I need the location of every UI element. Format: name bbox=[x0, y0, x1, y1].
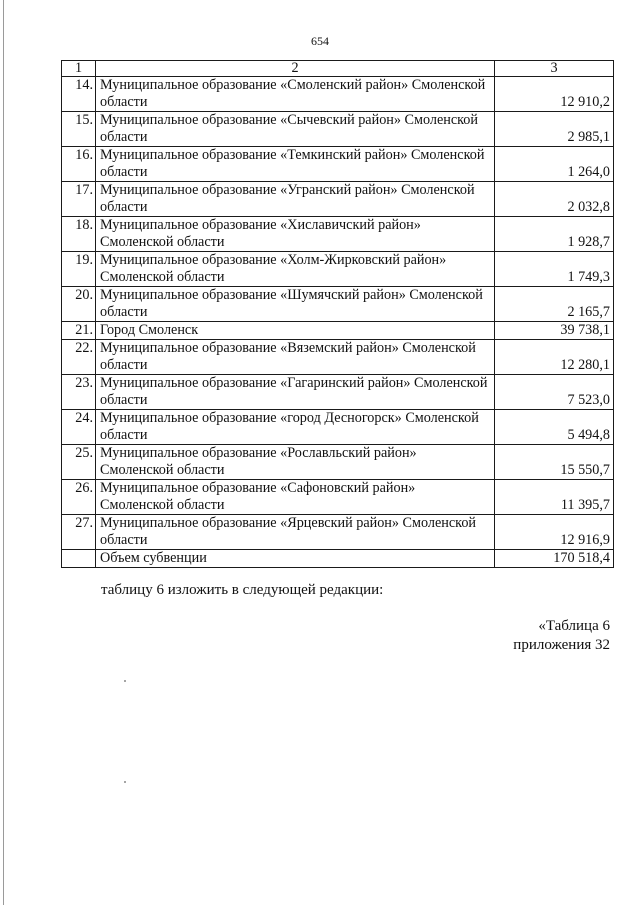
row-number: 23. bbox=[62, 375, 96, 410]
row-value: 7 523,0 bbox=[495, 375, 614, 410]
row-number: 26. bbox=[62, 480, 96, 515]
scan-speck bbox=[124, 781, 126, 783]
table-row bbox=[62, 322, 614, 340]
row-name: Муниципальное образование «Холм-Жирковский район» Смоленской области bbox=[96, 252, 495, 287]
table-row bbox=[62, 340, 614, 375]
header-col-1: 1 bbox=[62, 61, 96, 77]
row-name: Муниципальное образование «Хиславичский район» Смоленской области bbox=[96, 217, 495, 252]
instruction-text: таблицу 6 изложить в следующей редакции: bbox=[101, 582, 384, 598]
row-number: 27. bbox=[62, 515, 96, 550]
row-value: 1 749,3 bbox=[495, 252, 614, 287]
row-name: Муниципальное образование «Гагаринский район» Смоленской области bbox=[96, 375, 495, 410]
row-value: 15 550,7 bbox=[495, 445, 614, 480]
row-name: Муниципальное образование «Сычевский район» Смоленской области bbox=[96, 112, 495, 147]
table-row bbox=[62, 252, 614, 287]
row-value: 1 264,0 bbox=[495, 147, 614, 182]
caption-title: «Таблица 6 bbox=[538, 618, 610, 634]
row-number: 25. bbox=[62, 445, 96, 480]
table-total-row bbox=[62, 550, 614, 568]
caption-subtitle: приложения 32 bbox=[513, 637, 610, 653]
table-row bbox=[62, 217, 614, 252]
row-value: 2 032,8 bbox=[495, 182, 614, 217]
row-name: Муниципальное образование «Рославльский район» Смоленской области bbox=[96, 445, 495, 480]
table-row bbox=[62, 112, 614, 147]
row-name: Муниципальное образование «Ярцевский район» Смоленской области bbox=[96, 515, 495, 550]
table-header-row bbox=[62, 61, 614, 77]
row-name: Муниципальное образование «Смоленский район» Смоленской области bbox=[96, 77, 495, 112]
row-value: 12 910,2 bbox=[495, 77, 614, 112]
row-number: 24. bbox=[62, 410, 96, 445]
row-value: 5 494,8 bbox=[495, 410, 614, 445]
row-value: 2 985,1 bbox=[495, 112, 614, 147]
page-number: 654 bbox=[311, 34, 329, 48]
row-number: 17. bbox=[62, 182, 96, 217]
row-value: 12 280,1 bbox=[495, 340, 614, 375]
row-value: 1 928,7 bbox=[495, 217, 614, 252]
table-caption bbox=[513, 617, 610, 655]
row-name: Муниципальное образование «Сафоновский район» Смоленской области bbox=[96, 480, 495, 515]
table-row bbox=[62, 515, 614, 550]
header-col-3: 3 bbox=[495, 61, 614, 77]
row-value: 2 165,7 bbox=[495, 287, 614, 322]
total-number bbox=[62, 550, 96, 568]
scan-speck bbox=[124, 680, 126, 682]
table-row bbox=[62, 375, 614, 410]
total-value: 170 518,4 bbox=[495, 550, 614, 568]
table-row bbox=[62, 77, 614, 112]
row-number: 18. bbox=[62, 217, 96, 252]
total-label: Объем субвенции bbox=[96, 550, 495, 568]
row-name: Город Смоленск bbox=[96, 322, 495, 340]
scan-edge-line bbox=[3, 0, 4, 905]
row-name: Муниципальное образование «город Десногорск» Смоленской области bbox=[96, 410, 495, 445]
row-name: Муниципальное образование «Угранский район» Смоленской области bbox=[96, 182, 495, 217]
row-name: Муниципальное образование «Шумячский район» Смоленской области bbox=[96, 287, 495, 322]
row-number: 14. bbox=[62, 77, 96, 112]
row-number: 20. bbox=[62, 287, 96, 322]
subvention-table bbox=[61, 60, 614, 568]
row-number: 19. bbox=[62, 252, 96, 287]
row-value: 12 916,9 bbox=[495, 515, 614, 550]
table-row bbox=[62, 182, 614, 217]
row-name: Муниципальное образование «Темкинский район» Смоленской области bbox=[96, 147, 495, 182]
row-name: Муниципальное образование «Вяземский район» Смоленской области bbox=[96, 340, 495, 375]
table-row bbox=[62, 410, 614, 445]
row-number: 15. bbox=[62, 112, 96, 147]
table-row bbox=[62, 287, 614, 322]
row-value: 39 738,1 bbox=[495, 322, 614, 340]
row-value: 11 395,7 bbox=[495, 480, 614, 515]
row-number: 16. bbox=[62, 147, 96, 182]
row-number: 22. bbox=[62, 340, 96, 375]
table-row bbox=[62, 147, 614, 182]
table-row bbox=[62, 445, 614, 480]
header-col-2: 2 bbox=[96, 61, 495, 77]
table-row bbox=[62, 480, 614, 515]
row-number: 21. bbox=[62, 322, 96, 340]
